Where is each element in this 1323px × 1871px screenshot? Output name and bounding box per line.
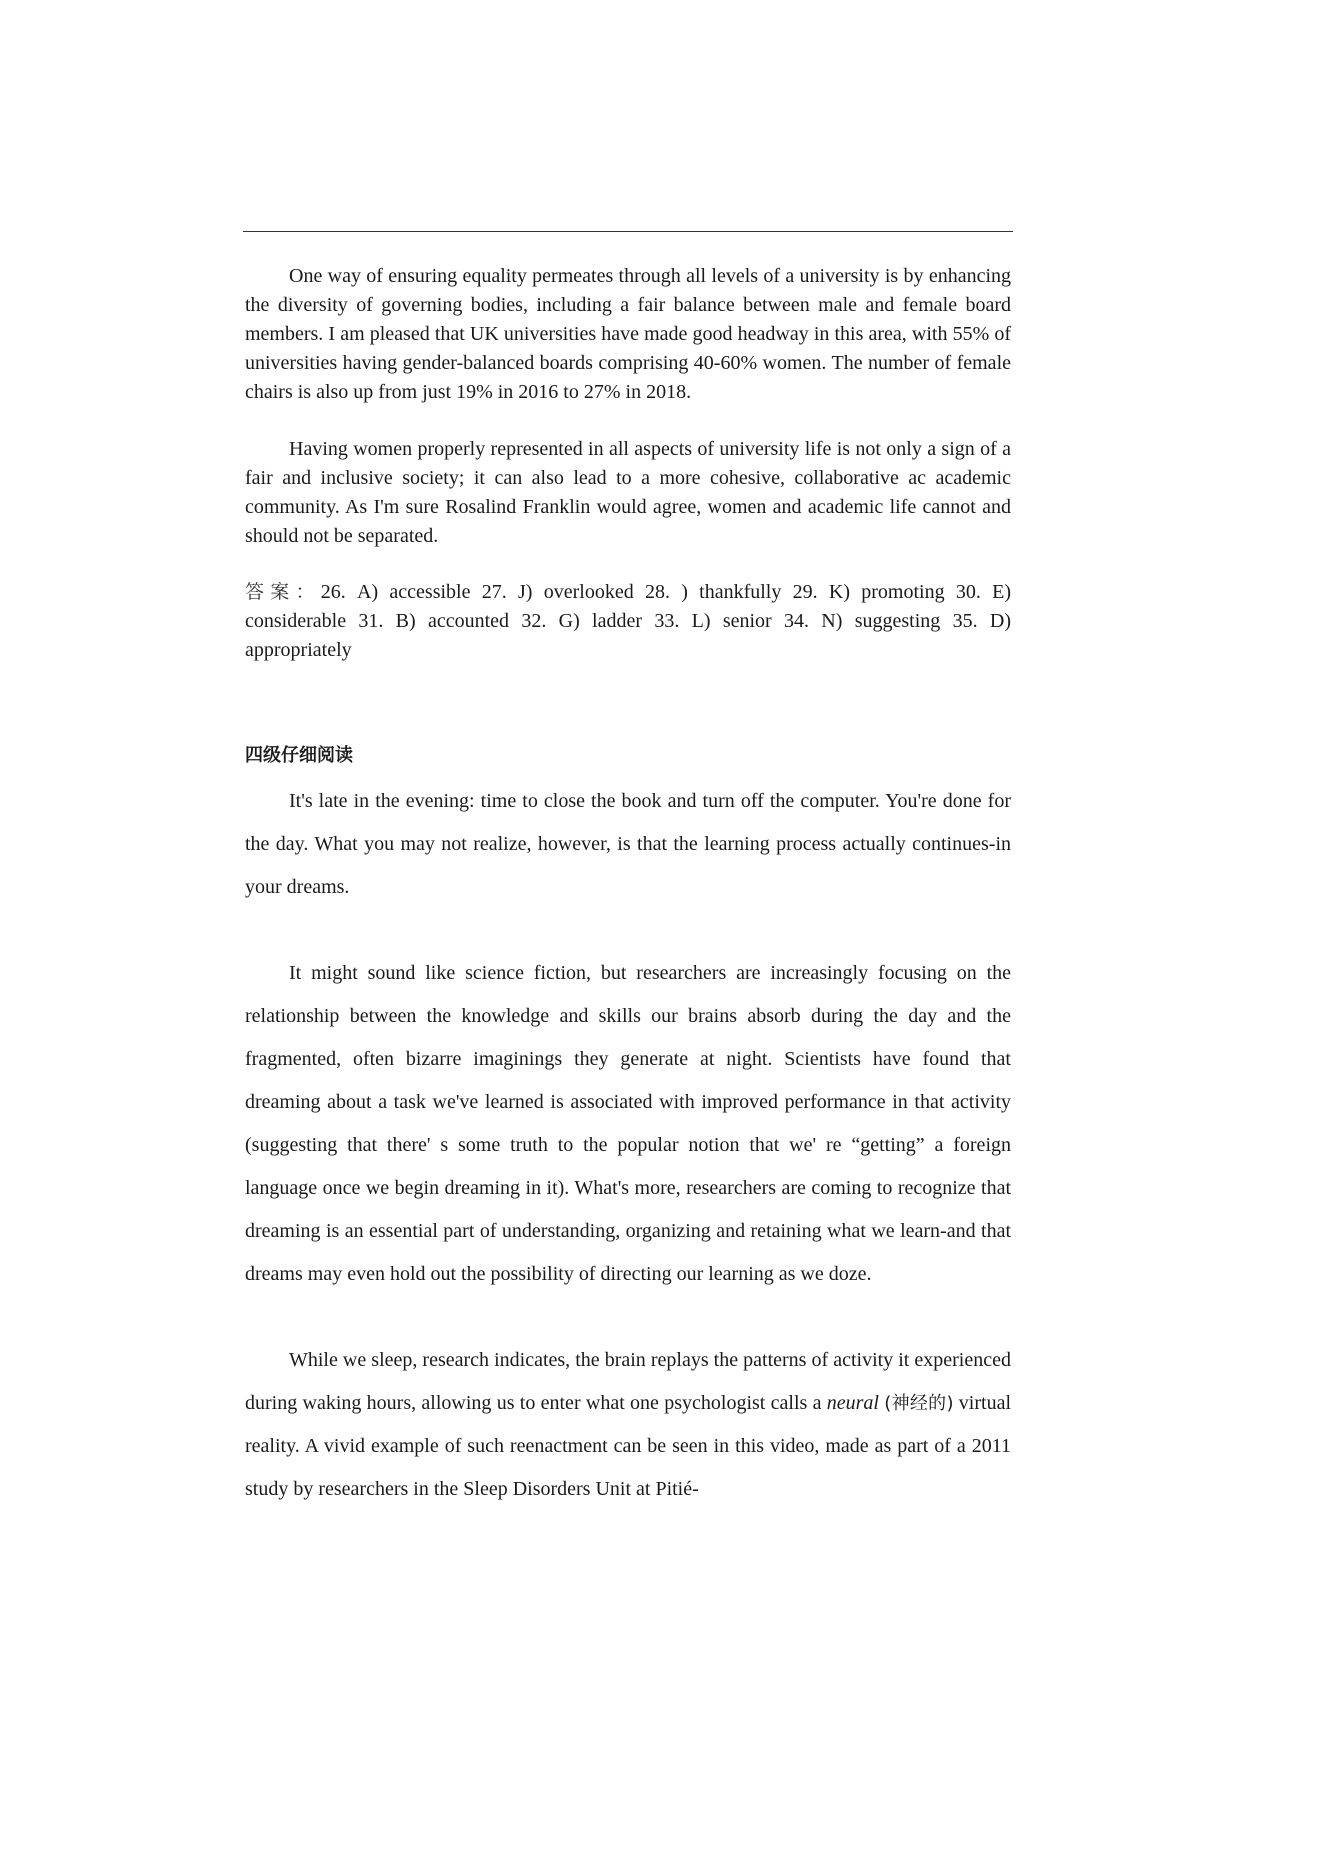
answer-list: 26. A) accessible 27. J) overlooked 28. ) thankfully 29. K) promoting 30. E) considerable 31. B) accounted 32. G) ladder 33. L) senior 34. N) suggesting 35. D) appropriately [245, 581, 1011, 661]
top-section [245, 262, 1011, 551]
paragraph-representation: Having women properly represented in all aspects of university life is not only a sign of a fair and inclusive society; it can also lead to a more cohesive, collaborative ac academic community. As I'm sure Rosalind Franklin would agree, women and academic life cannot and should not be separated. [245, 438, 1011, 547]
header-rule [243, 231, 1013, 232]
paragraph-while-we-sleep [245, 1339, 1011, 1511]
section-heading: 四级仔细阅读 [245, 745, 353, 766]
reading-heading-wrap [245, 741, 1011, 767]
reading-section [245, 780, 1011, 1511]
answers-block [245, 578, 1011, 665]
paragraph-science-fiction: It might sound like science fiction, but researchers are increasingly focusing on the relationship between the knowledge and skills our brains absorb during the day and the fragmented, often bizarre imaginings they generate at night. Scientists have found that dreaming about a task we've learned is associated with improved performance in that activity (suggesting that there' s some truth to the popular notion that we' re “getting” a foreign language once we begin dreaming in it). What's more, researchers are coming to recognize that dreaming is an essential part of understanding, organizing and retaining what we learn-and that dreams may even hold out the possibility of directing our learning as we doze. [245, 962, 1011, 1285]
term-neural: neural [826, 1392, 879, 1414]
paragraph-end: virtual reality. A vivid example of such reenactment can be seen in this video, made as part of a 2011 study by researchers in the Sleep Disorders Unit at Pitié- [245, 1392, 1012, 1500]
paragraph-late-evening: It's late in the evening: time to close the book and turn off the computer. You're done for the day. What you may not realize, however, is that the learning process actually continues-in your dreams. [245, 790, 1011, 898]
answer-label: 答案： [245, 581, 321, 603]
answer-key [245, 578, 1011, 665]
term-gloss: (神经的) [884, 1393, 954, 1414]
paragraph-equality: One way of ensuring equality permeates through all levels of a university is by enhancing the diversity of governing bodies, including a fair balance between male and female board members. I am pleased that UK universities have made good headway in this area, with 55% of universities having gender-balanced boards comprising 40-60% women. The number of female chairs is also up from just 19% in 2016 to 27% in 2018. [245, 265, 1011, 403]
paragraph-start: While we sleep, research indicates, the brain replays the patterns of activity it experienced during waking hours, allowing us to enter what one psychologist calls a [245, 1349, 1011, 1414]
